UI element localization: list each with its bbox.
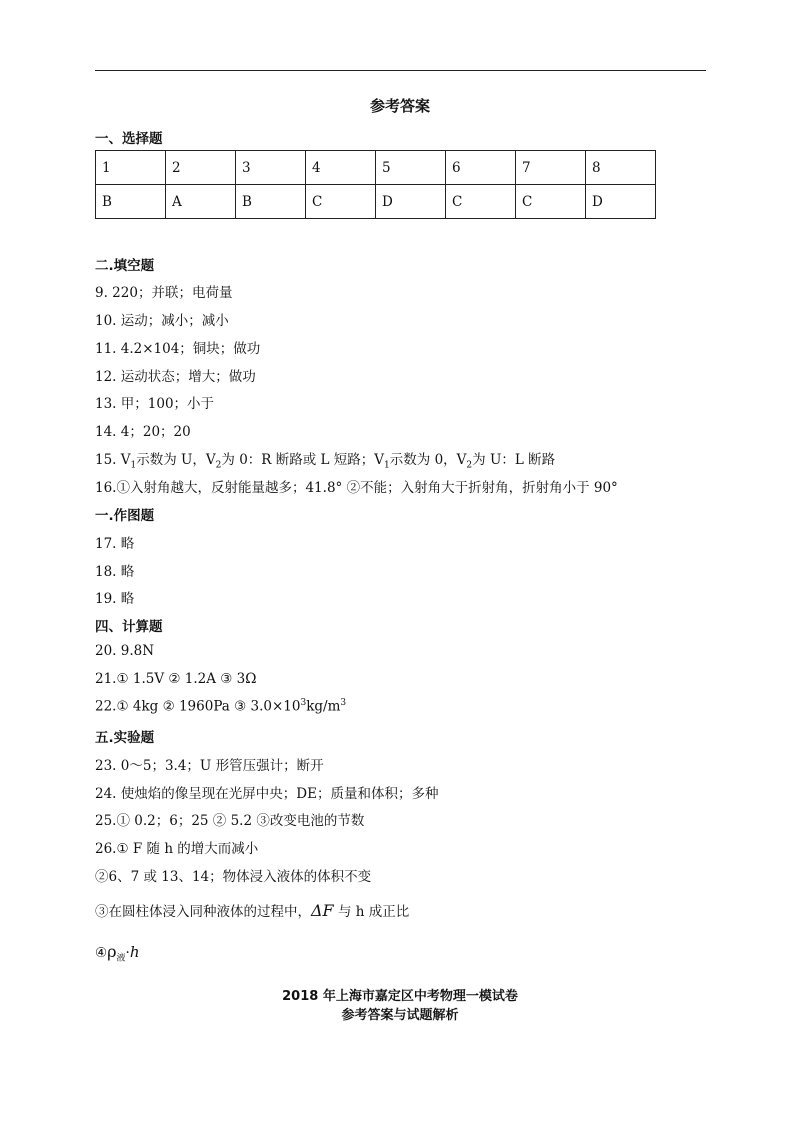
table-cell: D — [376, 185, 446, 219]
text-run: 与 h 成正比 — [333, 904, 410, 920]
text-run: 示数为 0，V — [389, 452, 467, 468]
answer-line-18: 18. 略 — [95, 564, 135, 580]
choice-answer-table — [95, 150, 656, 219]
answer-line-24: 24. 使烛焰的像呈现在光屏中央；DE；质量和体积；多种 — [95, 786, 439, 802]
footer-title: 2018 年上海市嘉定区中考物理一模试卷 — [282, 989, 518, 1004]
answer-line-26-2: ②6、7 或 13、14；物体浸入液体的体积不变 — [95, 869, 372, 885]
table-cell: 5 — [376, 151, 446, 185]
header-rule — [95, 70, 706, 71]
table-row-numbers — [96, 151, 656, 185]
answer-line-10: 10. 运动；减小；减小 — [95, 313, 229, 329]
table-cell: 3 — [236, 151, 306, 185]
answer-line-25: 25.① 0.2；6；25 ② 5.2 ③改变电池的节数 — [95, 813, 365, 829]
rho-symbol: ρ — [107, 942, 117, 961]
table-cell: C — [446, 185, 516, 219]
subscript: 2 — [466, 460, 473, 471]
superscript: 3 — [300, 698, 307, 708]
answer-line-26-3 — [95, 900, 409, 920]
subscript: 2 — [215, 460, 222, 471]
section-heading-draw: 一.作图题 — [95, 508, 155, 524]
h-symbol: h — [129, 943, 140, 961]
answer-line-9: 9. 220；并联；电荷量 — [95, 285, 233, 301]
answer-line-20: 20. 9.8N — [95, 643, 155, 659]
subscript: 1 — [130, 460, 137, 471]
text-run: ③在圆柱体浸入同种液体的过程中， — [95, 904, 311, 920]
text-run: 为 U：L 断路 — [472, 452, 556, 468]
table-cell: 6 — [446, 151, 516, 185]
text-run: kg/m — [306, 698, 341, 715]
table-cell: C — [516, 185, 586, 219]
section-heading-fill: 二.填空题 — [95, 258, 155, 274]
answer-line-11: 11. 4.2×104；铜块；做功 — [95, 341, 261, 357]
subscript: 液 — [116, 953, 126, 964]
section-heading-calc: 四、计算题 — [95, 619, 163, 635]
table-cell: 4 — [306, 151, 376, 185]
table-cell: 8 — [586, 151, 656, 185]
section-heading-choice: 一、选择题 — [95, 131, 163, 147]
text-run: 15. V — [95, 452, 131, 468]
answer-line-16: 16.①入射角越大，反射能量越多；41.8° ②不能；入射角大于折射角，折射角小于 90° — [95, 480, 618, 496]
answer-line-17: 17. 略 — [95, 536, 135, 552]
table-cell: C — [306, 185, 376, 219]
subscript: 1 — [384, 460, 390, 471]
text-run: 22.① 4kg ② 1960Pa ③ 3.0×10 — [95, 698, 301, 715]
table-cell: A — [166, 185, 236, 219]
table-cell: 2 — [166, 151, 236, 185]
text-run: · — [125, 945, 130, 961]
table-cell: B — [236, 185, 306, 219]
answer-line-19: 19. 略 — [95, 591, 135, 607]
answer-line-22 — [95, 698, 346, 715]
table-cell: 1 — [96, 151, 166, 185]
answer-line-15 — [95, 448, 555, 471]
answer-line-23: 23. 0～5；3.4；U 形管压强计；断开 — [95, 758, 324, 774]
text-run: 为 0：R 断路或 L 短路；V — [221, 452, 385, 468]
answer-line-21: 21.① 1.5V ② 1.2A ③ 3Ω — [95, 671, 257, 687]
superscript: 3 — [340, 698, 347, 708]
answer-line-26-4 — [95, 942, 140, 964]
table-row-answers — [96, 185, 656, 219]
table-cell: D — [586, 185, 656, 219]
delta-f-symbol: ΔF — [311, 901, 334, 920]
answer-line-26-1: 26.① F 随 h 的增大而减小 — [95, 841, 259, 857]
text-run: ④ — [95, 945, 108, 961]
footer-subtitle: 参考答案与试题解析 — [341, 1008, 459, 1023]
section-heading-exp: 五.实验题 — [95, 730, 155, 746]
table-cell: 7 — [516, 151, 586, 185]
page-title: 参考答案 — [369, 97, 430, 115]
answer-line-13: 13. 甲；100；小于 — [95, 396, 215, 412]
text-run: 示数为 U，V — [136, 452, 216, 468]
answer-line-14: 14. 4；20；20 — [95, 424, 191, 440]
table-cell: B — [96, 185, 166, 219]
answer-line-12: 12. 运动状态；增大；做功 — [95, 369, 256, 385]
